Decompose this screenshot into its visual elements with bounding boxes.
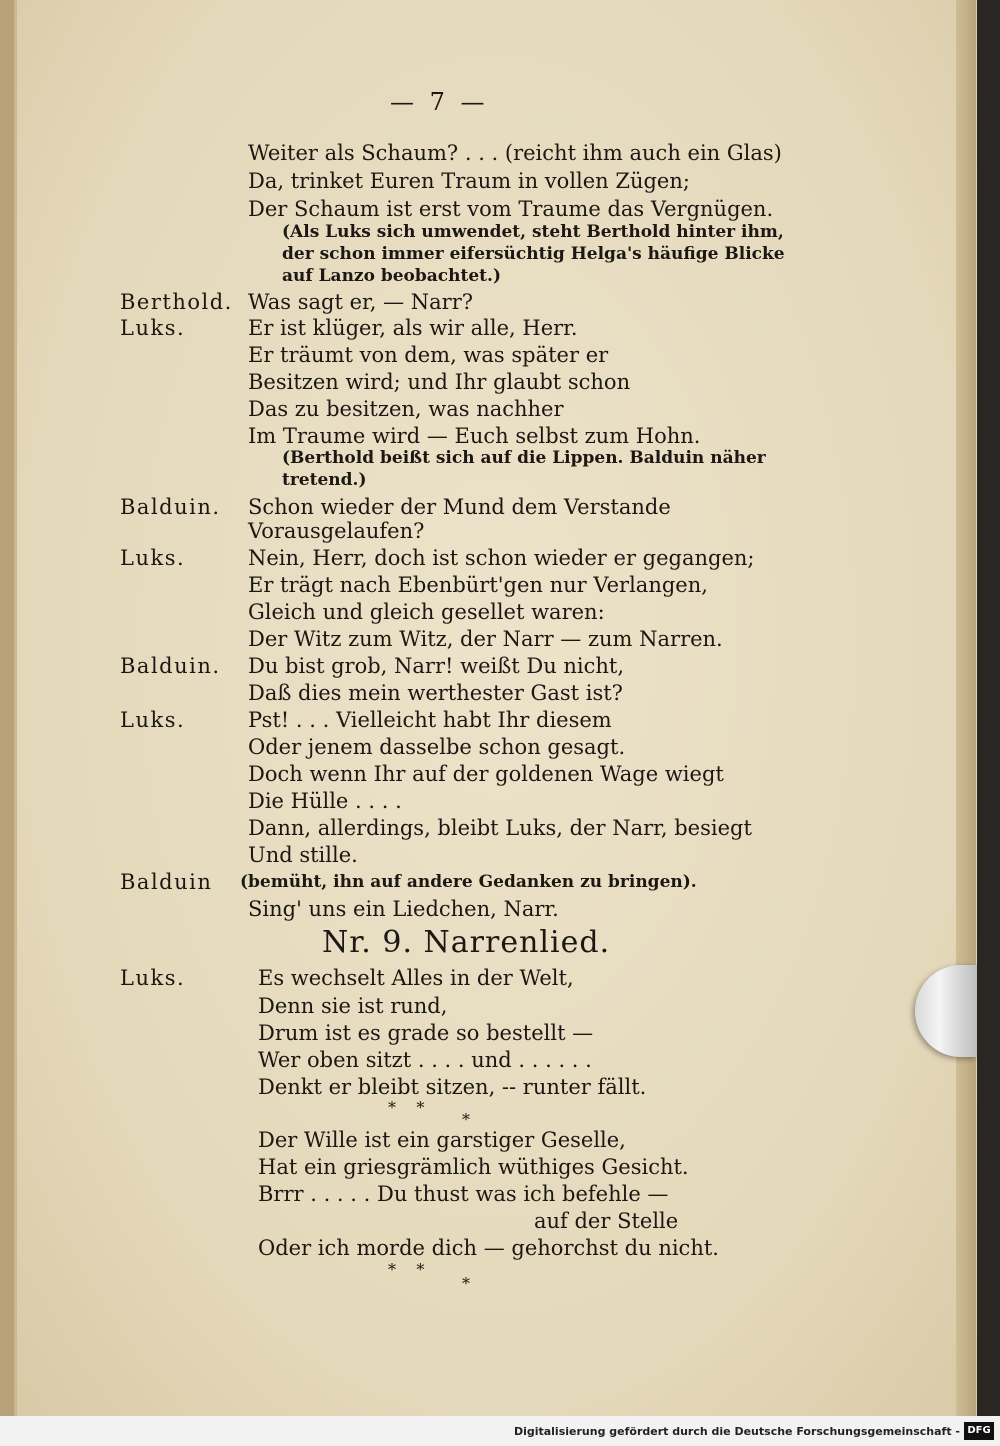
text-line: Im Traume wird — Euch selbst zum Hohn.	[248, 424, 701, 448]
text-line: Vorausgelaufen?	[248, 519, 425, 543]
stage-direction: der schon immer eifersüchtig Helga's häufige Blicke	[282, 244, 785, 264]
text-line: Du bist grob, Narr! weißt Du nicht,	[248, 654, 625, 678]
dfg-logo: DFG	[964, 1422, 994, 1440]
speaker-name: Luks.	[120, 966, 186, 990]
text-line: Doch wenn Ihr auf der goldenen Wage wiegt	[248, 762, 724, 786]
speaker-name: Luks.	[120, 708, 186, 732]
text-line: Nein, Herr, doch ist schon wieder er gegangen;	[248, 546, 755, 570]
song-line: Der Wille ist ein garstiger Geselle,	[258, 1128, 626, 1152]
song-line: Denkt er bleibt sitzen, -- runter fällt.	[258, 1075, 647, 1099]
text-line: Der Witz zum Witz, der Narr — zum Narren.	[248, 627, 723, 651]
text-line: Er träumt von dem, was später er	[248, 343, 609, 367]
section-divider-star: *	[462, 1274, 470, 1293]
text-line: Was sagt er, — Narr?	[248, 290, 474, 314]
speaker-name: Balduin	[120, 870, 213, 894]
stage-direction: auf Lanzo beobachtet.)	[282, 266, 501, 286]
stage-direction: (bemüht, ihn auf andere Gedanken zu bringen).	[240, 872, 697, 892]
stage-direction: tretend.)	[282, 470, 367, 490]
section-divider-star: *	[462, 1110, 470, 1129]
page-right-edge	[956, 0, 976, 1416]
text-line: Er trägt nach Ebenbürt'gen nur Verlangen,	[248, 573, 708, 597]
song-line: Es wechselt Alles in der Welt,	[258, 966, 574, 990]
song-line: Brrr . . . . . Du thust was ich befehle —	[258, 1182, 669, 1206]
footer-credit: Digitalisierung gefördert durch die Deutsche Forschungsgemeinschaft -	[513, 1425, 960, 1438]
book-spine-edge	[0, 0, 14, 1416]
text-line: Weiter als Schaum? . . . (reicht ihm auch ein Glas)	[248, 141, 782, 165]
speaker-name: Berthold.	[120, 290, 233, 314]
text-line: Daß dies mein werthester Gast ist?	[248, 681, 623, 705]
song-line: auf der Stelle	[534, 1209, 679, 1233]
text-line: Das zu besitzen, was nachher	[248, 397, 564, 421]
text-line: Da, trinket Euren Traum in vollen Zügen;	[248, 169, 690, 193]
text-line: Schon wieder der Mund dem Verstande	[248, 495, 671, 519]
stage-direction: (Berthold beißt sich auf die Lippen. Balduin näher	[282, 448, 766, 468]
song-line: Oder ich morde dich — gehorchst du nicht.	[258, 1236, 719, 1260]
stage-direction: (Als Luks sich umwendet, steht Berthold hinter ihm,	[282, 222, 784, 242]
text-line: Oder jenem dasselbe schon gesagt.	[248, 735, 626, 759]
song-line: Hat ein griesgrämlich wüthiges Gesicht.	[258, 1155, 689, 1179]
page-number: — 7 —	[390, 88, 489, 116]
text-line: Pst! . . . Vielleicht habt Ihr diesem	[248, 708, 612, 732]
section-divider-stars: * *	[388, 1098, 425, 1117]
text-line: Die Hülle . . . .	[248, 789, 402, 813]
text-line: Sing' uns ein Liedchen, Narr.	[248, 897, 559, 921]
text-line: Er ist klüger, als wir alle, Herr.	[248, 316, 578, 340]
text-line: Gleich und gleich gesellet waren:	[248, 600, 605, 624]
text-line: Der Schaum ist erst vom Traume das Vergnügen.	[248, 197, 774, 221]
text-line: Besitzen wird; und Ihr glaubt schon	[248, 370, 631, 394]
speaker-name: Balduin.	[120, 495, 221, 519]
speaker-name: Luks.	[120, 546, 186, 570]
song-line: Denn sie ist rund,	[258, 994, 448, 1018]
text-line: Dann, allerdings, bleibt Luks, der Narr, besiegt	[248, 816, 752, 840]
speaker-name: Balduin.	[120, 654, 221, 678]
section-divider-stars: * *	[388, 1260, 425, 1279]
footer-bar	[0, 1416, 1000, 1446]
speaker-name: Luks.	[120, 316, 186, 340]
song-line: Wer oben sitzt . . . . und . . . . . .	[258, 1048, 592, 1072]
song-line: Drum ist es grade so bestellt —	[258, 1021, 594, 1045]
text-line: Und stille.	[248, 843, 358, 867]
song-heading: Nr. 9. Narrenlied.	[322, 925, 611, 960]
